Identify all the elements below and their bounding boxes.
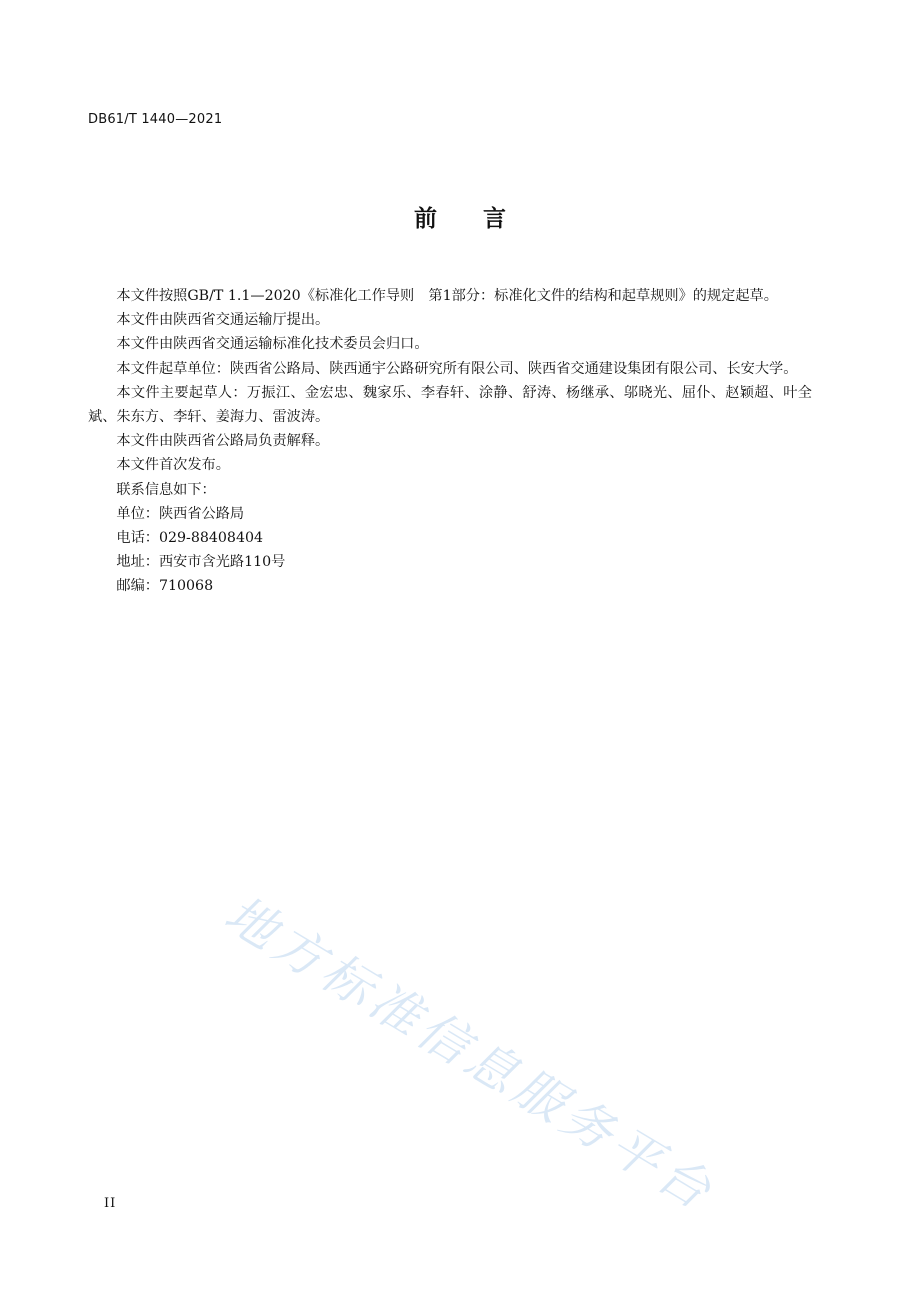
- title-char-1: 前: [414, 206, 437, 232]
- contact-phone: 电话：029-88408404: [116, 530, 264, 547]
- paragraph-drafters: 本文件主要起草人：万振江、金宏忠、魏家乐、李春轩、涂静、舒涛、杨继承、邬晓光、屈仆、赵颖超、叶全斌、朱东方、李轩、姜海力、雷波涛。: [88, 384, 812, 426]
- paragraph-drafting-rules: 本文件按照GB/T 1.1—2020《标准化工作导则 第1部分：标准化文件的结构和起草规则》的规定起草。: [116, 288, 778, 304]
- foreword-body: [88, 284, 812, 599]
- watermark-text: 地方标准信息服务平台: [215, 884, 725, 1223]
- contact-postcode: 邮编：710068: [116, 578, 214, 595]
- paragraph-proposed-by: 本文件由陕西省交通运输厅提出。: [116, 312, 330, 329]
- paragraph-drafting-units: 本文件起草单位：陕西省公路局、陕西通宇公路研究所有限公司、陕西省交通建设集团有限公司、长安大学。: [116, 360, 798, 377]
- page-title: [0, 200, 920, 233]
- document-code: DB61/T 1440—2021: [88, 112, 223, 127]
- contact-address: 地址：西安市含光路110号: [116, 554, 286, 571]
- title-char-2: 言: [483, 206, 506, 232]
- paragraph-interpretation: 本文件由陕西省公路局负责解释。: [116, 433, 330, 450]
- paragraph-first-release: 本文件首次发布。: [116, 457, 230, 474]
- page-number: II: [104, 1196, 117, 1211]
- contact-unit: 单位：陕西省公路局: [116, 505, 245, 522]
- paragraph-contact-heading: 联系信息如下：: [116, 481, 216, 498]
- paragraph-administered-by: 本文件由陕西省交通运输标准化技术委员会归口。: [116, 336, 429, 353]
